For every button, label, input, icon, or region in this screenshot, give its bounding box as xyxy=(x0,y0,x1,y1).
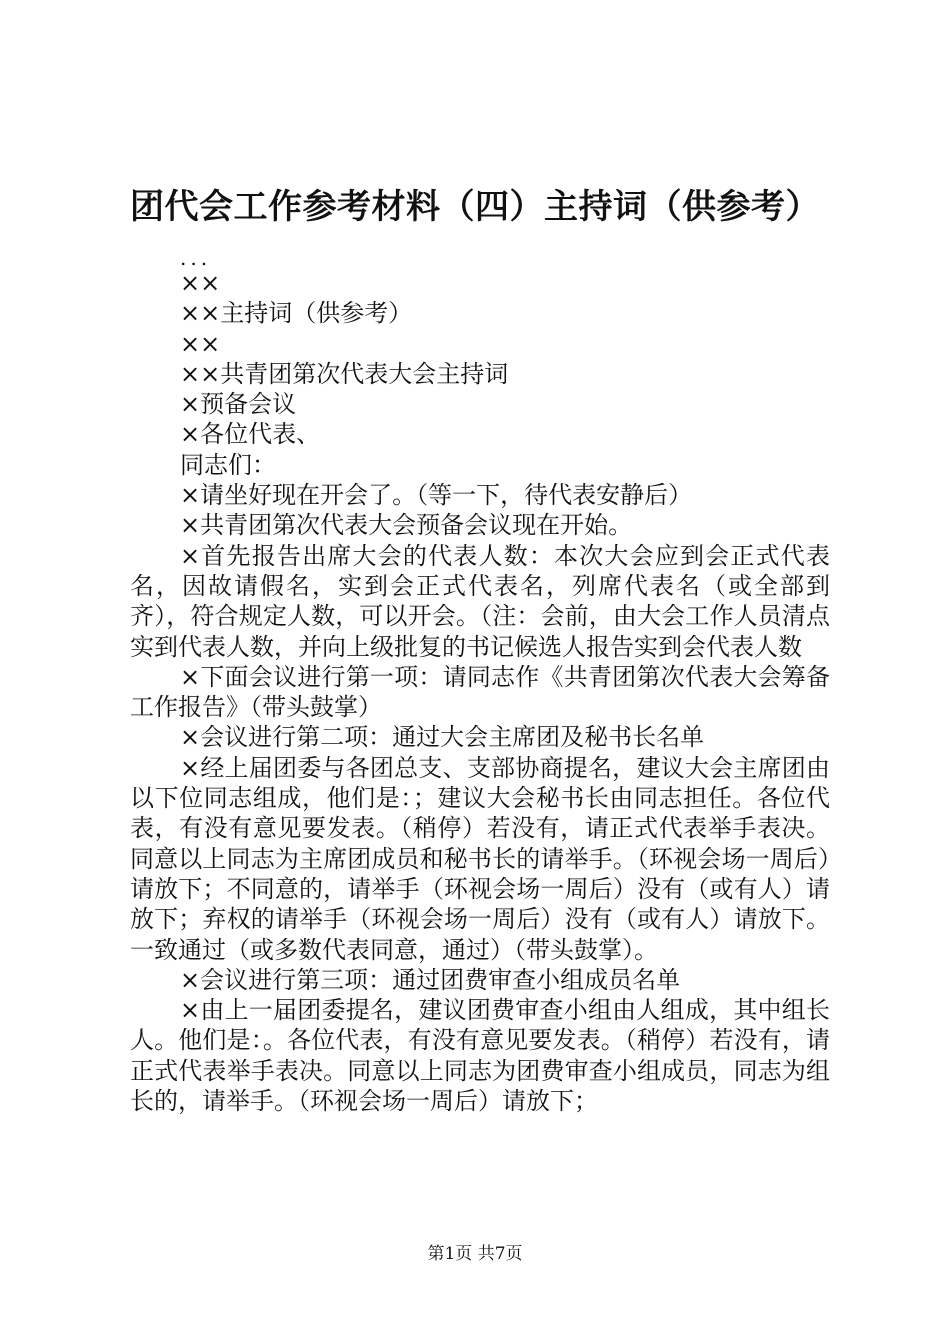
line-6: ×各位代表、 xyxy=(180,420,321,449)
paragraph-1: ×首先报告出席大会的代表人数：本次大会应到会正式代表名，因故请假名，实到会正式代表名，列席代表名（或全部到齐），符合规定人数，可以开会。（注：会前，由大会工作人员清点实到代表人数，并向上级批复的书记候选人报告实到会代表人数 xyxy=(130,541,830,661)
line-3: ×× xyxy=(180,329,221,358)
paragraph-6: ×由上一届团委提名，建议团费审查小组由人组成，其中组长人。他们是：。各位代表，有没有意见要发表。（稍停）若没有，请正式代表举手表决。同意以上同志为团费审查小组成员，同志为组长的，请举手。（环视会场一周后）请放下； xyxy=(130,996,830,1116)
line-7: 同志们： xyxy=(180,450,276,479)
page-footer: 第1页 共7页 xyxy=(427,1244,523,1264)
line-4: ××共青团第次代表大会主持词 xyxy=(180,359,509,388)
paragraph-2: ×下面会议进行第一项：请同志作《共青团第次代表大会筹备工作报告》（带头鼓掌） xyxy=(130,662,830,722)
line-5: ×预备会议 xyxy=(180,390,297,419)
document-body xyxy=(130,248,830,1116)
line-9: ×共青团第次代表大会预备会议现在开始。 xyxy=(180,511,633,540)
paragraph-5: ×会议进行第三项：通过团费审查小组成员名单 xyxy=(180,965,681,994)
paragraph-4: ×经上届团委与各团总支、支部协商提名，建议大会主席团由以下位同志组成，他们是：；建议大会秘书长由同志担任。各位代表，有没有意见要发表。（稍停）若没有，请正式代表举手表决。同意以上同志为主席团成员和秘书长的请举手。（环视会场一周后）请放下；不同意的，请举手（环视会场一周后）没有（或有人）请放下；弃权的请举手（环视会场一周后）没有（或有人）请放下。一致通过（或多数代表同意，通过）（带头鼓掌）。 xyxy=(130,753,830,964)
paragraph-3: ×会议进行第二项：通过大会主席团及秘书长名单 xyxy=(180,723,705,752)
line-1: ×× xyxy=(180,269,221,297)
line-8: ×请坐好现在开会了。（等一下，待代表安静后） xyxy=(180,481,693,510)
document-title: 团代会工作参考材料（四）主持词（供参考） xyxy=(130,187,820,227)
line-2: ××主持词（供参考） xyxy=(180,299,413,328)
ellipsis-marker: ... xyxy=(180,246,212,270)
